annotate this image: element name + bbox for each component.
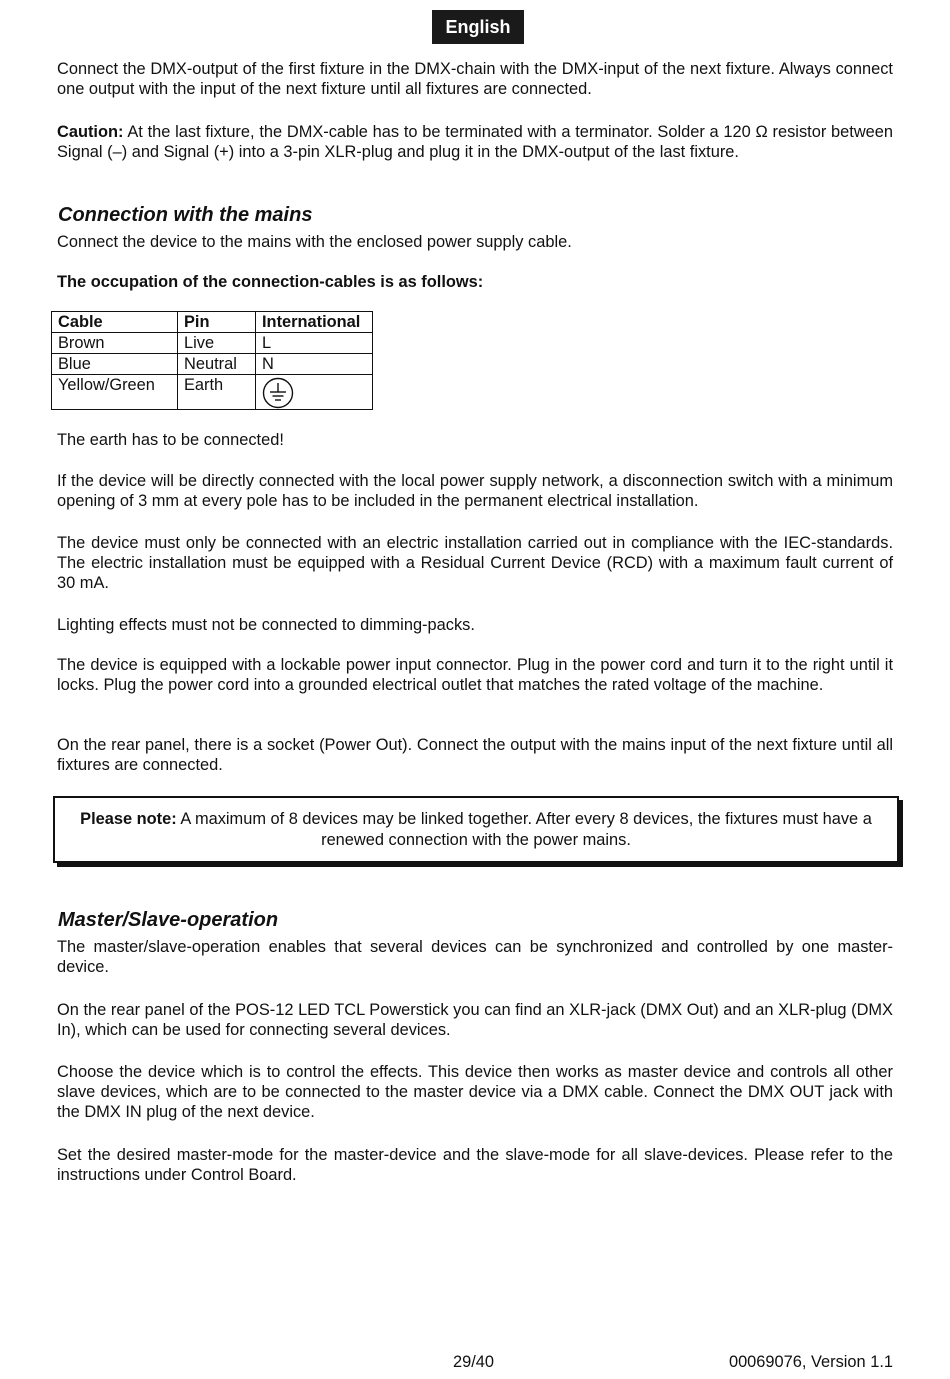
- table-cell: Brown: [52, 333, 178, 354]
- table-cell: L: [256, 333, 373, 354]
- table-cell: Earth: [178, 375, 256, 410]
- protective-earth-icon: [262, 377, 296, 409]
- earth-paragraph: The earth has to be connected!: [57, 431, 284, 449]
- table-header-cell: Pin: [178, 312, 256, 333]
- disconnect-switch-paragraph: If the device will be directly connected with the local power supply network, a disconnection switch with a minimum opening of 3 mm at every pole has to be included in the permanent electrical installation.: [57, 472, 893, 510]
- occupation-heading: The occupation of the connection-cables is as follows:: [57, 273, 484, 291]
- please-note-box: [53, 796, 899, 863]
- please-note-label: Please note:: [80, 809, 177, 828]
- document-version: 00069076, Version 1.1: [728, 1353, 893, 1371]
- table-cell-earth-symbol: [256, 375, 373, 410]
- iec-standards-paragraph: The device must only be connected with an electric installation carried out in compliance with the IEC-standards. The electric installation must be equipped with a Residual Current Device (RCD) with a maximum fault current of 30 mA.: [57, 534, 893, 592]
- table-cell: N: [256, 354, 373, 375]
- caution-paragraph: [57, 122, 893, 162]
- power-out-paragraph: On the rear panel, there is a socket (Power Out). Connect the output with the mains input of the next fixture until all fixtures are connected.: [57, 736, 893, 774]
- please-note-body: A maximum of 8 devices may be linked together. After every 8 devices, the fixtures must have a renewed connection with the power mains.: [180, 809, 872, 849]
- table-header-cell: International: [256, 312, 373, 333]
- please-note-text: [55, 809, 897, 851]
- cable-occupation-table: [51, 311, 373, 410]
- caution-label: Caution:: [57, 123, 124, 141]
- choose-master-paragraph: Choose the device which is to control the effects. This device then works as master device and controls all other slave devices, which are to be connected to the master device via a DMX cable. Connect the DMX OUT jack with the DMX IN plug of the next device.: [57, 1063, 893, 1121]
- mains-intro: Connect the device to the mains with the enclosed power supply cable.: [57, 233, 572, 251]
- section-title-mains: Connection with the mains: [58, 204, 313, 226]
- rear-panel-xlr-paragraph: On the rear panel of the POS-12 LED TCL Powerstick you can find an XLR-jack (DMX Out) and an XLR-plug (DMX In), which can be used for connecting several devices.: [57, 1001, 893, 1039]
- table-header-cell: Cable: [52, 312, 178, 333]
- table-cell: Live: [178, 333, 256, 354]
- table-cell: Blue: [52, 354, 178, 375]
- table-row: [52, 354, 373, 375]
- language-badge: English: [432, 10, 524, 44]
- section-title-master-slave: Master/Slave-operation: [58, 909, 279, 931]
- table-cell: Neutral: [178, 354, 256, 375]
- table-row: [52, 375, 373, 410]
- table-cell: Yellow/Green: [52, 375, 178, 410]
- caution-text: At the last fixture, the DMX-cable has to be terminated with a terminator. Solder a 120 Ω resistor between Signal (–) and Signal (+) into a 3-pin XLR-plug and plug it in the DMX-output of the last fixture.: [57, 123, 893, 161]
- set-mode-paragraph: Set the desired master-mode for the master-device and the slave-mode for all slave-devices. Please refer to the instructions under Control Board.: [57, 1146, 893, 1184]
- table-header-row: [52, 312, 373, 333]
- dmx-chain-paragraph: Connect the DMX-output of the first fixture in the DMX-chain with the DMX-input of the next fixture. Always connect one output with the input of the next fixture until all fixtures are connected.: [57, 60, 893, 98]
- table-row: [52, 333, 373, 354]
- lockable-connector-paragraph: The device is equipped with a lockable power input connector. Plug in the power cord and turn it to the right until it locks. Plug the power cord into a grounded electrical outlet that matches the rated voltage of the machine.: [57, 656, 893, 694]
- master-slave-intro: The master/slave-operation enables that several devices can be synchronized and controlled by one master-device.: [57, 938, 893, 976]
- dimming-packs-paragraph: Lighting effects must not be connected to dimming-packs.: [57, 616, 475, 634]
- page-number: 29/40: [453, 1353, 495, 1371]
